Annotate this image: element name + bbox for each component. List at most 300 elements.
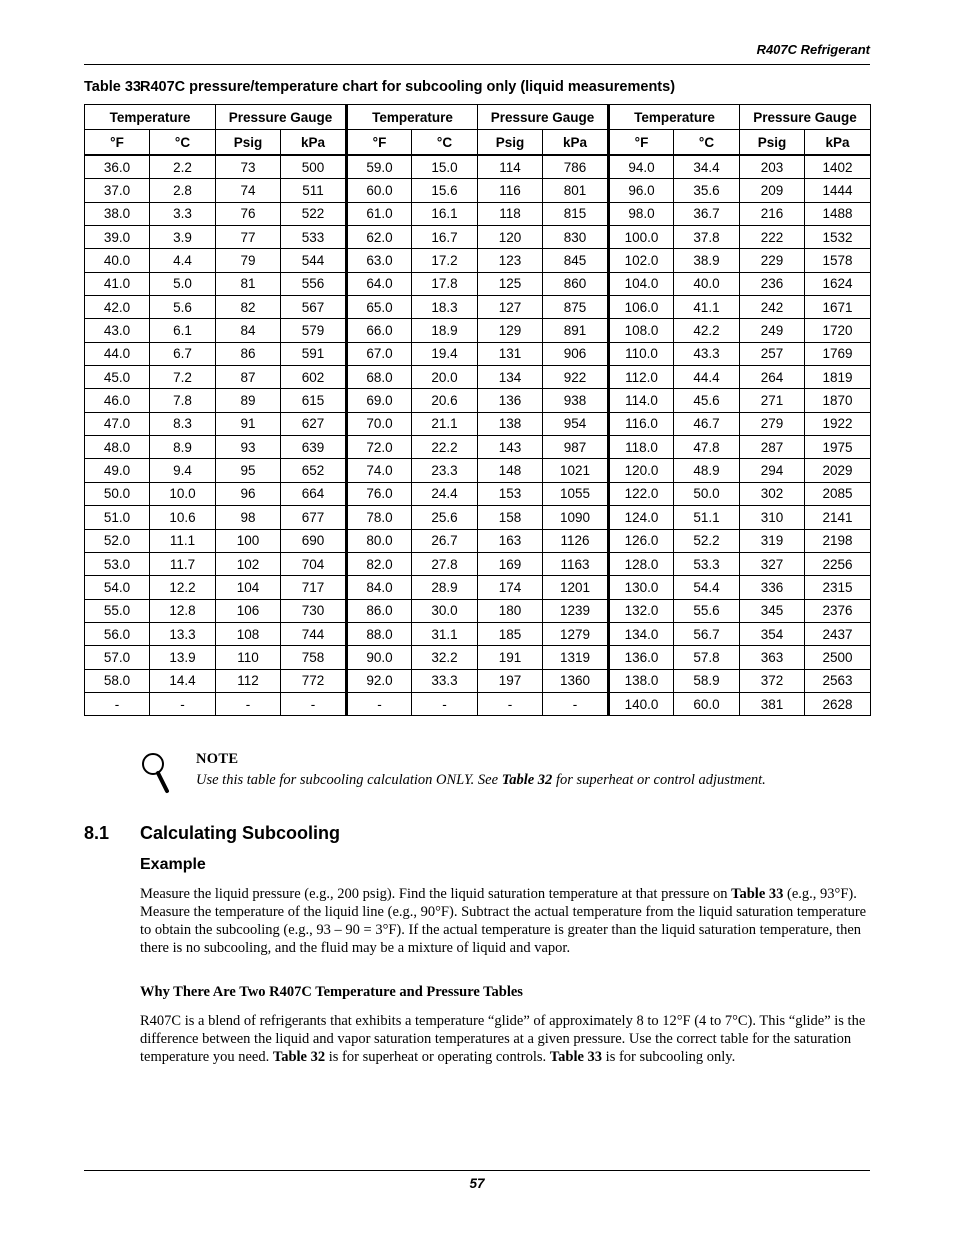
table-cell: 1922 <box>805 412 871 435</box>
section-title: Calculating Subcooling <box>140 823 341 843</box>
table-cell: - <box>216 692 281 715</box>
table-cell: 257 <box>740 342 805 365</box>
table-row <box>85 296 871 319</box>
why-heading: Why There Are Two R407C Temperature and Pressure Tables <box>140 984 523 1000</box>
table-cell: 125 <box>478 272 543 295</box>
table-row <box>85 529 871 552</box>
table-cell: 131 <box>478 342 543 365</box>
table-cell: 32.2 <box>412 646 478 669</box>
table-cell: 76 <box>216 202 281 225</box>
table-cell: 74.0 <box>347 459 412 482</box>
table-cell: 76.0 <box>347 482 412 505</box>
table-cell: 772 <box>281 669 347 692</box>
group-header: Temperature <box>85 105 216 130</box>
table-cell: 44.0 <box>85 342 150 365</box>
table-cell: 1444 <box>805 179 871 202</box>
table-cell: 36.7 <box>674 202 740 225</box>
table-row <box>85 459 871 482</box>
table-cell: 1279 <box>543 622 609 645</box>
table-label: Table 33 <box>84 79 141 95</box>
table-cell: 2141 <box>805 506 871 529</box>
unit-header: kPa <box>543 130 609 156</box>
unit-header: °F <box>347 130 412 156</box>
table-cell: 627 <box>281 412 347 435</box>
table-cell: 92.0 <box>347 669 412 692</box>
table-row <box>85 319 871 342</box>
table-cell: 45.6 <box>674 389 740 412</box>
table-cell: 120.0 <box>609 459 674 482</box>
table-cell: - <box>281 692 347 715</box>
table-cell: 216 <box>740 202 805 225</box>
table-cell: 38.0 <box>85 202 150 225</box>
table-cell: 91 <box>216 412 281 435</box>
table-cell: 134 <box>478 366 543 389</box>
table-cell: 43.3 <box>674 342 740 365</box>
table-cell: 153 <box>478 482 543 505</box>
table-cell: 31.1 <box>412 622 478 645</box>
table-cell: - <box>478 692 543 715</box>
table-cell: 730 <box>281 599 347 622</box>
table-cell: - <box>412 692 478 715</box>
table-cell: 123 <box>478 249 543 272</box>
table-cell: 5.6 <box>150 296 216 319</box>
table-cell: 89 <box>216 389 281 412</box>
table-cell: 66.0 <box>347 319 412 342</box>
table-cell: 11.1 <box>150 529 216 552</box>
table-cell: 78.0 <box>347 506 412 529</box>
table-cell: 39.0 <box>85 226 150 249</box>
table-cell: 1201 <box>543 576 609 599</box>
table-row <box>85 249 871 272</box>
table-row <box>85 646 871 669</box>
unit-header: °F <box>609 130 674 156</box>
table-cell: 120 <box>478 226 543 249</box>
table-cell: 615 <box>281 389 347 412</box>
table-cell: 81 <box>216 272 281 295</box>
table-cell: 86.0 <box>347 599 412 622</box>
table-cell: 4.4 <box>150 249 216 272</box>
table-cell: 88.0 <box>347 622 412 645</box>
table-cell: 345 <box>740 599 805 622</box>
unit-header: °C <box>674 130 740 156</box>
table-cell: 124.0 <box>609 506 674 529</box>
table-cell: 1239 <box>543 599 609 622</box>
table-cell: 138.0 <box>609 669 674 692</box>
table-cell: 61.0 <box>347 202 412 225</box>
table-cell: 68.0 <box>347 366 412 389</box>
table-cell: 20.6 <box>412 389 478 412</box>
table-cell: 46.7 <box>674 412 740 435</box>
table-cell: 36.0 <box>85 155 150 179</box>
table-cell: 67.0 <box>347 342 412 365</box>
table-cell: 33.3 <box>412 669 478 692</box>
table-cell: 209 <box>740 179 805 202</box>
table-row <box>85 272 871 295</box>
table-cell: 987 <box>543 436 609 459</box>
table-cell: 591 <box>281 342 347 365</box>
table-cell: 1055 <box>543 482 609 505</box>
table-cell: 2.2 <box>150 155 216 179</box>
table-cell: 43.0 <box>85 319 150 342</box>
table-cell: 80.0 <box>347 529 412 552</box>
table-cell: 264 <box>740 366 805 389</box>
table-cell: 1126 <box>543 529 609 552</box>
table-cell: 15.0 <box>412 155 478 179</box>
table-cell: 7.2 <box>150 366 216 389</box>
table-cell: 74 <box>216 179 281 202</box>
table-cell: 46.0 <box>85 389 150 412</box>
table-cell: 52.0 <box>85 529 150 552</box>
table-cell: 55.6 <box>674 599 740 622</box>
table-cell: 100.0 <box>609 226 674 249</box>
section-heading <box>84 823 340 844</box>
note-title: NOTE <box>196 751 239 767</box>
table-cell: 148 <box>478 459 543 482</box>
table-cell: 1532 <box>805 226 871 249</box>
table-cell: 47.8 <box>674 436 740 459</box>
table-cell: 96 <box>216 482 281 505</box>
table-cell: 249 <box>740 319 805 342</box>
table-cell: 127 <box>478 296 543 319</box>
why-text: R407C is a blend of refrigerants that exhibits a temperature “glide” of approximately 8 to 12°F (4 to 7°C). This “glide” is the difference between the liquid and vapor saturation temperatures at a given pressure. Use the correct table for the saturation temperature you need. <box>140 1013 866 1065</box>
table-cell: 96.0 <box>609 179 674 202</box>
table-cell: 128.0 <box>609 552 674 575</box>
table-cell: 14.4 <box>150 669 216 692</box>
table-cell: 3.3 <box>150 202 216 225</box>
table-cell: 60.0 <box>674 692 740 715</box>
table-cell: 2315 <box>805 576 871 599</box>
header-rule <box>84 64 870 65</box>
table-cell: 1720 <box>805 319 871 342</box>
table-row <box>85 202 871 225</box>
table-cell: 64.0 <box>347 272 412 295</box>
table-cell: 118.0 <box>609 436 674 459</box>
table-cell: 1624 <box>805 272 871 295</box>
table-row <box>85 506 871 529</box>
table-cell: 73 <box>216 155 281 179</box>
table-cell: 533 <box>281 226 347 249</box>
table-cell: 1090 <box>543 506 609 529</box>
table-cell: 511 <box>281 179 347 202</box>
table-cell: 54.0 <box>85 576 150 599</box>
table-cell: 98.0 <box>609 202 674 225</box>
table-row <box>85 576 871 599</box>
table-cell: 48.9 <box>674 459 740 482</box>
unit-header: Psig <box>478 130 543 156</box>
table-cell: 6.1 <box>150 319 216 342</box>
table-row <box>85 412 871 435</box>
table-cell: 704 <box>281 552 347 575</box>
table-caption <box>84 79 675 95</box>
table-cell: 42.2 <box>674 319 740 342</box>
table-cell: 72.0 <box>347 436 412 459</box>
table-cell: 45.0 <box>85 366 150 389</box>
table-cell: 116.0 <box>609 412 674 435</box>
why-text-end: is for subcooling only. <box>602 1049 736 1065</box>
table-cell: 2437 <box>805 622 871 645</box>
table-cell: 556 <box>281 272 347 295</box>
table-cell: 57.8 <box>674 646 740 669</box>
table-cell: 17.2 <box>412 249 478 272</box>
table-cell: 84 <box>216 319 281 342</box>
unit-header: °C <box>412 130 478 156</box>
table-cell: 10.6 <box>150 506 216 529</box>
table-cell: 13.3 <box>150 622 216 645</box>
table-cell: 2256 <box>805 552 871 575</box>
table-cell: 20.0 <box>412 366 478 389</box>
table-cell: 363 <box>740 646 805 669</box>
table-cell: 132.0 <box>609 599 674 622</box>
table-cell: 18.9 <box>412 319 478 342</box>
table-cell: 134.0 <box>609 622 674 645</box>
group-header: Temperature <box>609 105 740 130</box>
table-cell: 52.2 <box>674 529 740 552</box>
page-number: 57 <box>469 1176 485 1191</box>
table-cell: 2029 <box>805 459 871 482</box>
table-cell: 118 <box>478 202 543 225</box>
why-table-ref-32[interactable]: Table 32 <box>272 1049 326 1065</box>
table-cell: 664 <box>281 482 347 505</box>
group-header: Pressure Gauge <box>216 105 347 130</box>
table-cell: 744 <box>281 622 347 645</box>
table-cell: 28.9 <box>412 576 478 599</box>
table-cell: 2085 <box>805 482 871 505</box>
table-cell: 954 <box>543 412 609 435</box>
table-cell: 50.0 <box>85 482 150 505</box>
table-cell: 1975 <box>805 436 871 459</box>
table-body <box>85 155 871 716</box>
table-cell: 58.0 <box>85 669 150 692</box>
example-heading: Example <box>140 856 206 873</box>
table-cell: 500 <box>281 155 347 179</box>
table-cell: 98 <box>216 506 281 529</box>
table-cell: 51.1 <box>674 506 740 529</box>
table-cell: 1021 <box>543 459 609 482</box>
table-cell: 63.0 <box>347 249 412 272</box>
table-cell: 12.8 <box>150 599 216 622</box>
table-cell: 57.0 <box>85 646 150 669</box>
table-cell: 17.8 <box>412 272 478 295</box>
table-cell: 82.0 <box>347 552 412 575</box>
table-cell: 1870 <box>805 389 871 412</box>
table-cell: 77 <box>216 226 281 249</box>
table-cell: - <box>150 692 216 715</box>
table-cell: 229 <box>740 249 805 272</box>
table-cell: 41.0 <box>85 272 150 295</box>
table-cell: 310 <box>740 506 805 529</box>
table-cell: 169 <box>478 552 543 575</box>
table-cell: 1671 <box>805 296 871 319</box>
table-row <box>85 389 871 412</box>
table-title: R407C pressure/temperature chart for subcooling only (liquid measurements) <box>140 79 676 95</box>
group-header: Pressure Gauge <box>740 105 871 130</box>
table-cell: 110.0 <box>609 342 674 365</box>
table-cell: 801 <box>543 179 609 202</box>
table-cell: 22.2 <box>412 436 478 459</box>
table-cell: 38.9 <box>674 249 740 272</box>
table-cell: 87 <box>216 366 281 389</box>
table-cell: 786 <box>543 155 609 179</box>
table-cell: 104 <box>216 576 281 599</box>
table-cell: 114 <box>478 155 543 179</box>
table-cell: 19.4 <box>412 342 478 365</box>
table-cell: 16.7 <box>412 226 478 249</box>
table-cell: 30.0 <box>412 599 478 622</box>
table-cell: 8.9 <box>150 436 216 459</box>
table-cell: 25.6 <box>412 506 478 529</box>
table-cell: 1819 <box>805 366 871 389</box>
table-cell: 2.8 <box>150 179 216 202</box>
table-cell: 158 <box>478 506 543 529</box>
table-cell: 35.6 <box>674 179 740 202</box>
table-cell: - <box>543 692 609 715</box>
table-cell: 845 <box>543 249 609 272</box>
table-cell: 136.0 <box>609 646 674 669</box>
table-cell: 79 <box>216 249 281 272</box>
table-cell: 93 <box>216 436 281 459</box>
table-cell: 82 <box>216 296 281 319</box>
table-cell: 53.3 <box>674 552 740 575</box>
table-cell: 639 <box>281 436 347 459</box>
table-cell: 50.0 <box>674 482 740 505</box>
unit-header: Psig <box>740 130 805 156</box>
group-header: Temperature <box>347 105 478 130</box>
table-cell: 95 <box>216 459 281 482</box>
table-cell: 174 <box>478 576 543 599</box>
table-cell: 236 <box>740 272 805 295</box>
table-cell: 567 <box>281 296 347 319</box>
table-cell: 302 <box>740 482 805 505</box>
table-cell: 203 <box>740 155 805 179</box>
table-cell: 271 <box>740 389 805 412</box>
why-text-mid: is for superheat or operating controls. <box>325 1049 550 1065</box>
table-cell: 1488 <box>805 202 871 225</box>
table-cell: 1402 <box>805 155 871 179</box>
unit-header: kPa <box>805 130 871 156</box>
table-cell: 13.9 <box>150 646 216 669</box>
table-cell: 3.9 <box>150 226 216 249</box>
table-cell: 287 <box>740 436 805 459</box>
table-cell: 222 <box>740 226 805 249</box>
table-cell: 138 <box>478 412 543 435</box>
table-row <box>85 436 871 459</box>
table-cell: 860 <box>543 272 609 295</box>
group-header-row <box>85 105 871 130</box>
unit-header: °C <box>150 130 216 156</box>
table-cell: 41.1 <box>674 296 740 319</box>
note-text-end: for superheat or control adjustment. <box>552 772 766 788</box>
table-cell: 65.0 <box>347 296 412 319</box>
table-cell: 758 <box>281 646 347 669</box>
table-cell: 319 <box>740 529 805 552</box>
table-cell: 27.8 <box>412 552 478 575</box>
table-cell: 126.0 <box>609 529 674 552</box>
table-cell: 381 <box>740 692 805 715</box>
table-cell: - <box>85 692 150 715</box>
table-cell: 62.0 <box>347 226 412 249</box>
note-table-ref[interactable]: Table 32 <box>501 772 553 788</box>
table-cell: 191 <box>478 646 543 669</box>
table-cell: 60.0 <box>347 179 412 202</box>
table-cell: 1319 <box>543 646 609 669</box>
why-table-ref-33[interactable]: Table 33 <box>549 1049 603 1065</box>
table-row <box>85 599 871 622</box>
table-cell: 21.1 <box>412 412 478 435</box>
table-cell: 44.4 <box>674 366 740 389</box>
table-row <box>85 692 871 715</box>
table-cell: 8.3 <box>150 412 216 435</box>
table-cell: 94.0 <box>609 155 674 179</box>
table-cell: 69.0 <box>347 389 412 412</box>
table-cell: 652 <box>281 459 347 482</box>
table-cell: 49.0 <box>85 459 150 482</box>
table-cell: 56.7 <box>674 622 740 645</box>
table-cell: 129 <box>478 319 543 342</box>
table-cell: 815 <box>543 202 609 225</box>
example-text: Measure the liquid pressure (e.g., 200 psig). Find the liquid saturation temperature at that pressure on <box>140 886 732 902</box>
table-cell: 372 <box>740 669 805 692</box>
table-cell: 677 <box>281 506 347 529</box>
table-cell: 37.0 <box>85 179 150 202</box>
table-cell: 11.7 <box>150 552 216 575</box>
table-cell: 336 <box>740 576 805 599</box>
example-table-ref[interactable]: Table 33 <box>731 886 784 902</box>
table-cell: 24.4 <box>412 482 478 505</box>
table-cell: 90.0 <box>347 646 412 669</box>
table-cell: 690 <box>281 529 347 552</box>
table-cell: 112.0 <box>609 366 674 389</box>
table-cell: 48.0 <box>85 436 150 459</box>
table-cell: 2628 <box>805 692 871 715</box>
table-cell: 55.0 <box>85 599 150 622</box>
magnifier-icon <box>140 752 172 794</box>
table-cell: 830 <box>543 226 609 249</box>
table-cell: 16.1 <box>412 202 478 225</box>
table-cell: 1163 <box>543 552 609 575</box>
table-cell: 122.0 <box>609 482 674 505</box>
footer-rule <box>84 1170 870 1171</box>
table-cell: 70.0 <box>347 412 412 435</box>
table-cell: 54.4 <box>674 576 740 599</box>
table-cell: 579 <box>281 319 347 342</box>
table-cell: 136 <box>478 389 543 412</box>
table-cell: 602 <box>281 366 347 389</box>
table-cell: 544 <box>281 249 347 272</box>
table-cell: 116 <box>478 179 543 202</box>
table-cell: 327 <box>740 552 805 575</box>
table-cell: 40.0 <box>674 272 740 295</box>
table-cell: 2198 <box>805 529 871 552</box>
table-row <box>85 482 871 505</box>
table-cell: 12.2 <box>150 576 216 599</box>
group-header: Pressure Gauge <box>478 105 609 130</box>
table-row <box>85 155 871 179</box>
table-cell: 102 <box>216 552 281 575</box>
table-row <box>85 622 871 645</box>
table-cell: 37.8 <box>674 226 740 249</box>
table-cell: 143 <box>478 436 543 459</box>
table-row <box>85 669 871 692</box>
table-cell: 1578 <box>805 249 871 272</box>
table-cell: 100 <box>216 529 281 552</box>
unit-header: kPa <box>281 130 347 156</box>
table-cell: 51.0 <box>85 506 150 529</box>
table-cell: 875 <box>543 296 609 319</box>
table-cell: 130.0 <box>609 576 674 599</box>
pressure-temperature-table <box>84 104 871 716</box>
why-paragraph <box>140 1012 868 1066</box>
table-cell: 922 <box>543 366 609 389</box>
